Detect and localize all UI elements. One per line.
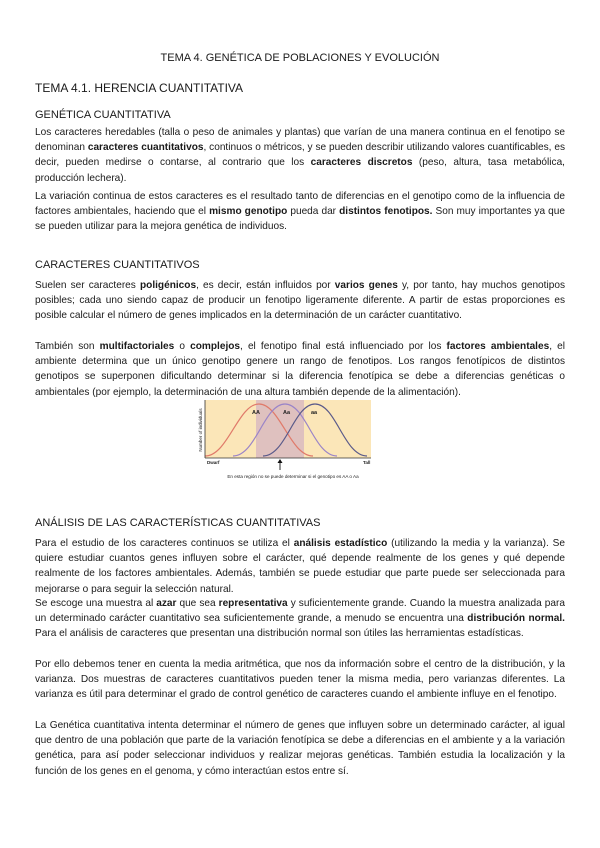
text-run: La variación continua de estos caracteres es el resultado tanto de diferencias en el genotipo como de la influencia de factores ambientales, haciendo que el — [35, 191, 565, 218]
curve-label-aa: aa — [311, 410, 318, 416]
page-title: TEMA 4. GENÉTICA DE POBLACIONES Y EVOLUCIÓN — [160, 52, 440, 64]
bold-term: caracteres discretos — [310, 157, 413, 169]
text-run: o — [174, 341, 191, 352]
bold-term: mismo genotipo — [209, 206, 288, 218]
bold-term: complejos — [190, 341, 241, 352]
text-run: , el ambiente determina que un único genotipo genere un rango de fenotipos. Los rangos fenotípicos de distintos genotipos se superponen dificultando determinar si la diferencia fenotípica se debe a diferencias genéticas o ambientales (por ejemplo, la determinación de una altura también depende de la alimentación). — [35, 341, 565, 398]
text-run: y, por tanto, hay muchos genotipos posibles; cada uno siendo capaz de producir un fenotipo ligeramente diferente. A partir de estas proporciones es posible calcular el número de genes implicados en la determinación de un carácter cuantitativo. — [35, 280, 565, 322]
subheading-analisis: ANÁLISIS DE LAS CARACTERÍSTICAS CUANTITATIVAS — [35, 517, 321, 529]
subheading-caracteres-cuantitativos: CARACTERES CUANTITATIVOS — [35, 259, 200, 271]
bold-term: factores ambientales — [446, 341, 550, 352]
genotype-distribution-figure — [193, 398, 415, 482]
text-run: que sea — [176, 598, 219, 609]
bold-term: varios genes — [334, 280, 398, 291]
curve-label-Aa: Aa — [283, 410, 291, 416]
text-run: Suelen ser caracteres — [35, 280, 140, 291]
paragraph — [35, 596, 565, 642]
arrow-head-icon — [278, 459, 283, 463]
figure-ylabel: Number of individuals — [198, 408, 203, 452]
paragraph — [35, 657, 565, 703]
bold-term: poligénicos — [139, 280, 197, 291]
paragraph — [35, 339, 565, 400]
text-run: , es decir, están influidos por — [196, 280, 335, 291]
bold-term: distribución normal. — [467, 613, 565, 625]
text-run: , continuos o métricos, y se pueden describir utilizando valores cuantificables, es decir, pueden medirse o contarse, al contrario que los — [35, 142, 565, 169]
text-run: Son muy importantes ya que se pueden utilizar para la mejora genética de individuos. — [35, 206, 565, 233]
bold-term: distintos fenotipos. — [339, 206, 433, 218]
text-run: (utilizando la media y la varianza). Se quiere estudiar cuantos genes influyen sobre el carácter, qué depende realmente de los genes y qué depende realmente de los factores ambientales. Además, también se puede estudiar que parte puede ser seleccionada para mejorarse o para seguir la selección natural. — [35, 538, 565, 595]
bold-term: multifactoriales — [99, 341, 175, 352]
paragraph — [35, 278, 565, 324]
paragraph — [35, 189, 565, 235]
paragraph — [35, 718, 565, 779]
paragraph — [35, 125, 565, 186]
text-run: Los caracteres heredables (talla o peso de animales y plantas) que varían de una manera continua en el fenotipo se denominan — [35, 127, 565, 154]
text-run: Para el análisis de caracteres que presentan una distribución normal son útiles las herramientas estadísticas. — [35, 628, 524, 640]
x-label-tall: Tall — [363, 460, 371, 465]
text-run: pueda dar — [287, 206, 340, 218]
text-run: También son — [35, 341, 100, 352]
text-run: La Genética cuantitativa intenta determinar el número de genes que influyen sobre un determinado carácter, al igual que dentro de una población que parte de la variación fenotípica se debe a diferencias en el ambiente y a la variación genética, para así poder seleccionar individuos y realizar mejoras genéticas. También estudia la localización y la función de los genes en el genoma, y cómo interactúan estos entre sí. — [35, 720, 565, 777]
text-run: , el fenotipo final está influenciado por los — [240, 341, 447, 352]
x-label-dwarf: Dwarf — [207, 460, 220, 465]
paragraph — [35, 536, 565, 597]
text-run: Para el estudio de los caracteres continuos se utiliza el — [35, 538, 294, 549]
figure-caption: En esta región no se puede determinar si el genotipo es AA o Aa — [227, 474, 359, 479]
subheading-genetica-cuantitativa: GENÉTICA CUANTITATIVA — [35, 109, 171, 121]
bold-term: representativa — [218, 598, 288, 609]
overlap-region — [256, 400, 304, 458]
text-run: y suficientemente grande. Cuando la muestra analizada para un determinado carácter cuantitativo sea suficientemente grande, a menudo se encuentra una — [35, 598, 565, 625]
text-run: Se escoge una muestra al — [35, 598, 157, 609]
bold-term: caracteres cuantitativos — [87, 142, 204, 154]
bold-term: análisis estadístico — [293, 538, 388, 549]
bold-term: azar — [156, 598, 177, 609]
section-heading: TEMA 4.1. HERENCIA CUANTITATIVA — [35, 81, 244, 95]
text-run: (peso, altura, tasa metabólica, producción lechera). — [35, 157, 565, 184]
text-run: Por ello debemos tener en cuenta la media aritmética, que nos da información sobre el centro de la distribución, y la varianza. Dos muestras de caracteres cuantitativos pueden tener la misma media, pero varianzas diferentes. La varianza es útil para determinar el grado de control genético de caracteres cuando el ambiente influye en el fenotipo. — [35, 659, 565, 701]
curve-label-AA: AA — [252, 410, 260, 416]
